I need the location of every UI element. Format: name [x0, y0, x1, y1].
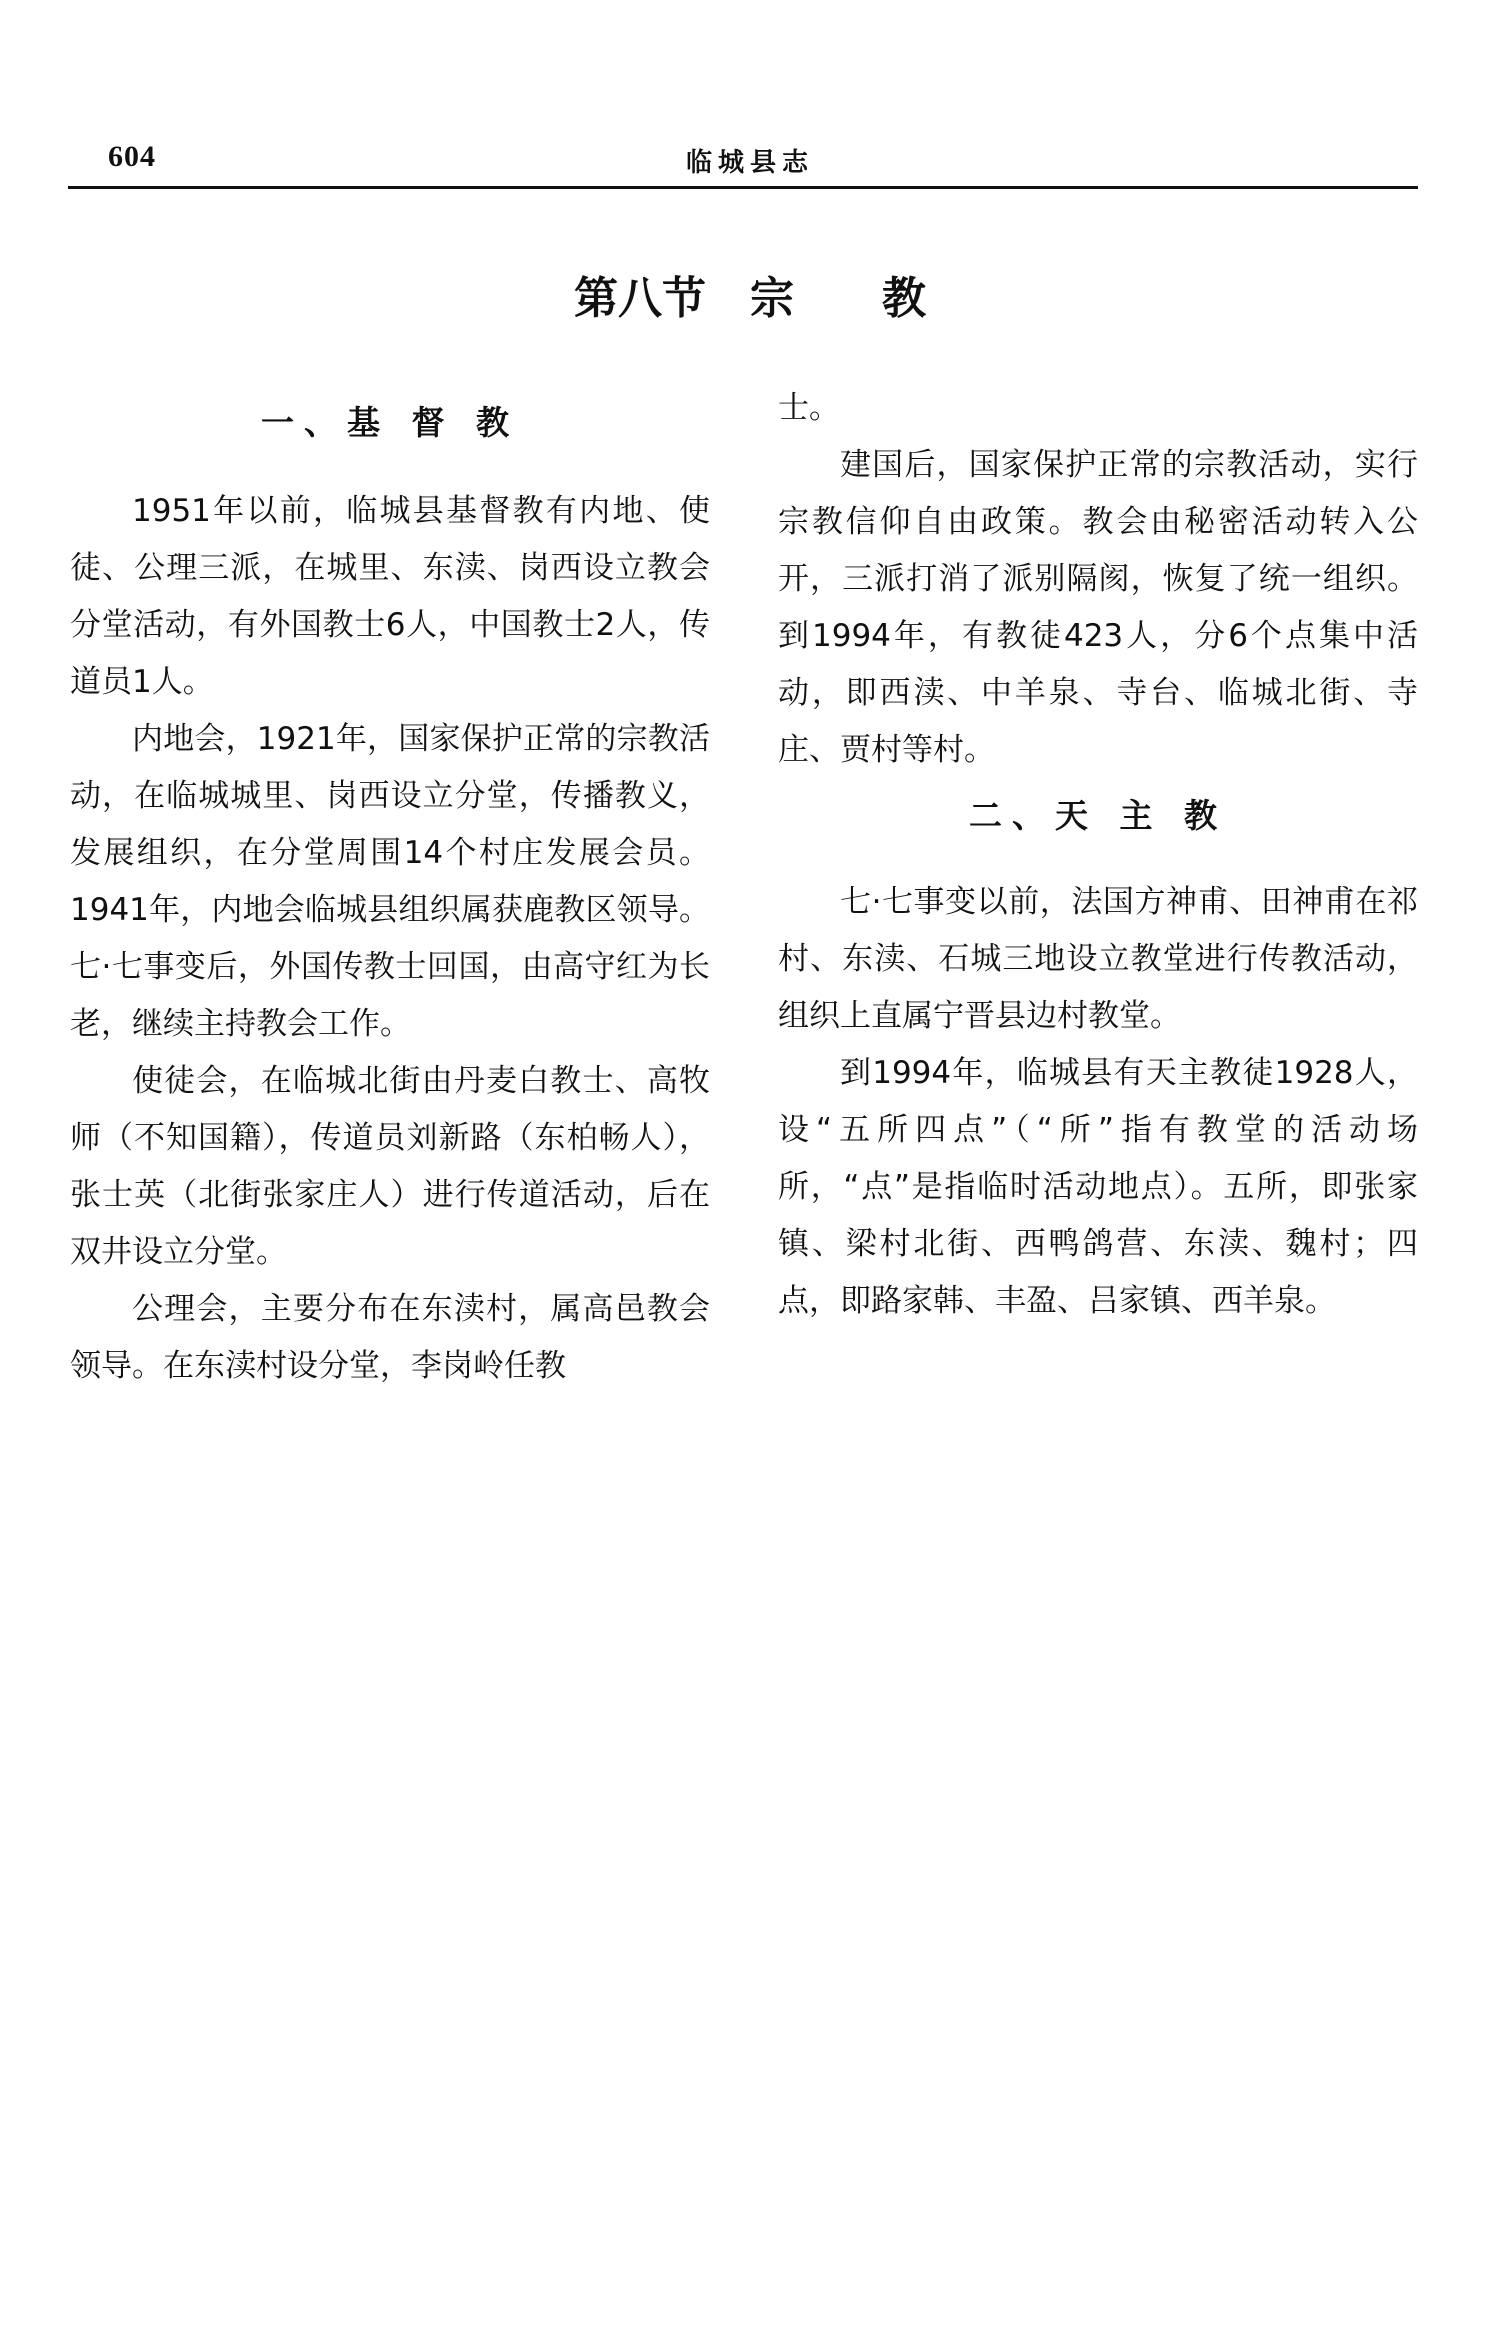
catholicism-paragraph: 到1994年，临城县有天主教徒1928人，设“五所四点”（“所”指有教堂的活动场所，“点”是指临时活动地点）。五所，即张家镇、梁村北街、西鸭鸽营、东渎、魏村；四点，即路家韩、丰盈、吕家镇、西羊泉。 [778, 1055, 1418, 1319]
catholicism-heading: 二、天 主 教 [969, 796, 1227, 835]
header-rule [68, 186, 1418, 189]
running-head [68, 128, 1418, 178]
christianity-paragraph: 建国后，国家保护正常的宗教活动，实行宗教信仰自由政策。教会由秘密活动转入公开，三派打消了派别隔阂，恢复了统一组织。到1994年，有教徒423人，分6个点集中活动，即西渎、中羊泉、寺台、临城北街、寺庄、贾村等村。 [778, 447, 1418, 768]
christianity-paragraph-continuation: 士。 [778, 390, 840, 426]
book-title: 临城县志 [685, 148, 814, 178]
page-number: 604 [108, 140, 156, 173]
section-title: 第八节 宗 教 [574, 273, 926, 324]
christianity-paragraph: 公理会，主要分布在东渎村，属高邑教会领导。在东渎村设分堂，李岗岭任教 [70, 1291, 710, 1384]
christianity-paragraph: 使徒会，在临城北街由丹麦白教士、高牧师（不知国籍），传道员刘新路（东柏畅人），张士英（北街张家庄人）进行传道活动，后在双井设立分堂。 [70, 1063, 710, 1270]
left-column [70, 380, 710, 1395]
catholicism-paragraph: 七·七事变以前，法国方神甫、田神甫在祁村、东渎、石城三地设立教堂进行传教活动，组织上直属宁晋县边村教堂。 [778, 884, 1418, 1034]
right-column [778, 380, 1418, 1330]
christianity-paragraph: 内地会，1921年，国家保护正常的宗教活动，在临城城里、岗西设立分堂，传播教义，发展组织，在分堂周围14个村庄发展会员。1941年，内地会临城县组织属获鹿教区领导。七·七事变后，外国传教士回国，由高守红为长老，继续主持教会工作。 [70, 721, 710, 1042]
christianity-heading: 一、基 督 教 [261, 403, 519, 442]
christianity-paragraph: 1951年以前，临城县基督教有内地、使徒、公理三派，在城里、东渎、岗西设立教会分堂活动，有外国教士6人，中国教士2人，传道员1人。 [70, 493, 710, 700]
